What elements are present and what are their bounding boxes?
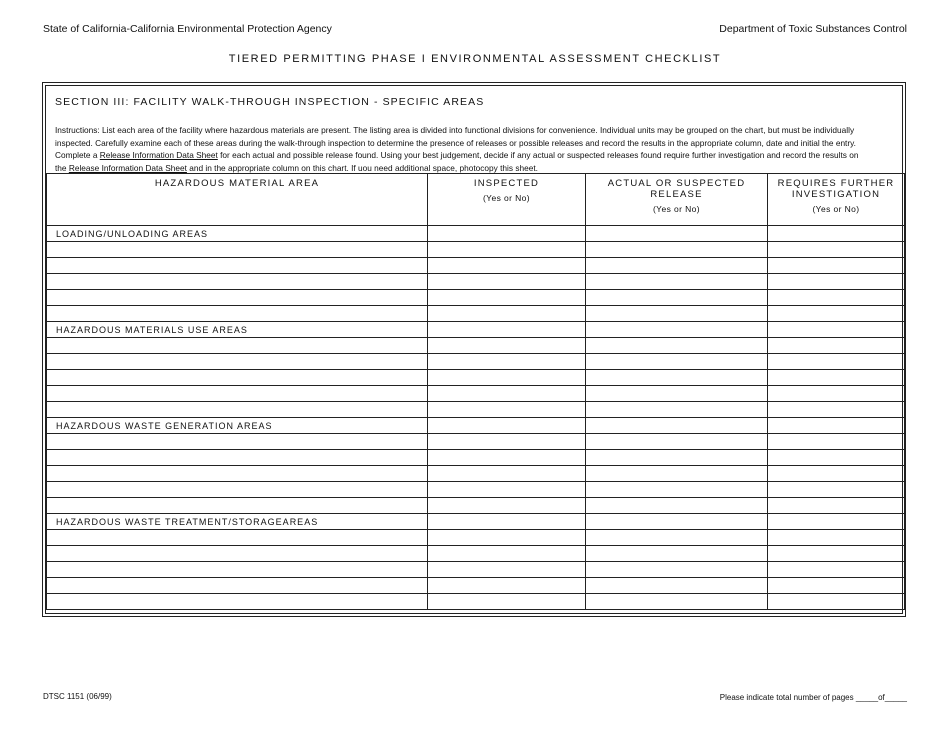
instructions [55,124,863,174]
area-entry-cell[interactable] [47,450,428,466]
entry-cell[interactable] [768,498,905,514]
entry-cell[interactable] [768,578,905,594]
department-name: Department of Toxic Substances Control [719,23,907,35]
entry-cell[interactable] [586,258,768,274]
area-entry-cell[interactable] [47,482,428,498]
entry-cell[interactable] [586,450,768,466]
entry-cell[interactable] [768,418,905,434]
section-label: HAZARDOUS WASTE GENERATION AREAS [47,418,428,434]
entry-cell[interactable] [768,386,905,402]
inspection-table [46,173,905,610]
table-row [47,306,905,322]
entry-cell[interactable] [768,562,905,578]
entry-cell[interactable] [428,242,586,258]
area-entry-cell[interactable] [47,242,428,258]
entry-cell[interactable] [428,418,586,434]
entry-cell[interactable] [428,514,586,530]
entry-cell[interactable] [768,354,905,370]
entry-cell[interactable] [586,530,768,546]
entry-cell[interactable] [768,274,905,290]
table-row [47,258,905,274]
entry-cell[interactable] [428,370,586,386]
entry-cell[interactable] [768,434,905,450]
table-row [47,290,905,306]
section-title: SECTION III: FACILITY WALK-THROUGH INSPECTION - SPECIFIC AREAS [55,96,485,108]
table-row [47,338,905,354]
table-row [47,466,905,482]
entry-cell[interactable] [428,354,586,370]
entry-cell[interactable] [586,370,768,386]
table-row [47,546,905,562]
entry-cell[interactable] [586,242,768,258]
area-entry-cell[interactable] [47,466,428,482]
entry-cell[interactable] [428,594,586,610]
entry-cell[interactable] [428,466,586,482]
table-row [47,370,905,386]
area-entry-cell[interactable] [47,578,428,594]
col-header-release: ACTUAL OR SUSPECTED RELEASE (Yes or No) [586,174,768,226]
entry-cell[interactable] [768,242,905,258]
entry-cell[interactable] [428,258,586,274]
section-row [47,226,905,242]
instructions-text-2: for each actual and possible release found. Using your best judgement, decide if any actual or suspected releases found require further investigation and record the results on the [55,150,859,173]
entry-cell[interactable] [428,306,586,322]
entry-cell[interactable] [768,514,905,530]
col-sub-investigation: (Yes or No) [812,204,860,214]
area-entry-cell[interactable] [47,594,428,610]
col-sub-inspected: (Yes or No) [482,193,531,203]
area-entry-cell[interactable] [47,370,428,386]
table-row [47,274,905,290]
entry-cell[interactable] [586,322,768,338]
entry-cell[interactable] [428,338,586,354]
entry-cell[interactable] [768,290,905,306]
entry-cell[interactable] [586,354,768,370]
area-entry-cell[interactable] [47,306,428,322]
table-row [47,594,905,610]
entry-cell[interactable] [768,402,905,418]
checklist-inner-frame [45,85,903,614]
entry-cell[interactable] [768,482,905,498]
table-row [47,450,905,466]
entry-cell[interactable] [768,546,905,562]
col-header-inspected: INSPECTED (Yes or No) [428,174,586,226]
col-header-area: HAZARDOUS MATERIAL AREA [47,174,428,226]
col-header-investigation: REQUIRES FURTHER INVESTIGATION (Yes or No) [768,174,905,226]
entry-cell[interactable] [768,594,905,610]
area-entry-cell[interactable] [47,354,428,370]
area-entry-cell[interactable] [47,386,428,402]
entry-cell[interactable] [586,434,768,450]
section-row [47,514,905,530]
release-info-sheet-link-1: Release Information Data Sheet [99,150,218,160]
release-info-sheet-link-2: Release Information Data Sheet [68,162,187,173]
area-entry-cell[interactable] [47,402,428,418]
instructions-text-1: Instructions: List each area of the facility where hazardous materials are present. The listing area is divided into functional divisions for convenience. Individual units may be grouped on the chart, but must be individually inspected. Carefully examine each of these areas during the walk-through inspection to determine the presence of releases or possible releases and record the results in the appropriate column, date and initial the entry. Complete a [55,125,856,160]
entry-cell[interactable] [428,530,586,546]
entry-cell[interactable] [586,338,768,354]
entry-cell[interactable] [428,546,586,562]
entry-cell[interactable] [586,386,768,402]
entry-cell[interactable] [768,450,905,466]
form-number: DTSC 1151 (06/99) [43,692,112,701]
entry-cell[interactable] [428,578,586,594]
entry-cell[interactable] [768,466,905,482]
entry-cell[interactable] [586,306,768,322]
agency-name: State of California-California Environmental Protection Agency [43,23,332,35]
entry-cell[interactable] [768,226,905,242]
entry-cell[interactable] [586,498,768,514]
entry-cell[interactable] [428,226,586,242]
entry-cell[interactable] [428,434,586,450]
entry-cell[interactable] [428,498,586,514]
table-header-row [47,174,905,226]
table-row [47,242,905,258]
table-row [47,434,905,450]
checklist-frame [42,82,906,617]
area-entry-cell[interactable] [47,498,428,514]
area-entry-cell[interactable] [47,530,428,546]
table-row [47,386,905,402]
table-row [47,402,905,418]
table-row [47,530,905,546]
section-label: HAZARDOUS WASTE TREATMENT/STORAGEAREAS [47,514,428,530]
area-entry-cell[interactable] [47,434,428,450]
entry-cell[interactable] [768,306,905,322]
entry-cell[interactable] [586,546,768,562]
area-entry-cell[interactable] [47,546,428,562]
table-row [47,482,905,498]
entry-cell[interactable] [586,482,768,498]
entry-cell[interactable] [768,322,905,338]
area-entry-cell[interactable] [47,258,428,274]
entry-cell[interactable] [586,562,768,578]
area-entry-cell[interactable] [47,274,428,290]
entry-cell[interactable] [586,290,768,306]
entry-cell[interactable] [768,530,905,546]
table-row [47,354,905,370]
form-title: TIERED PERMITTING PHASE I ENVIRONMENTAL ASSESSMENT CHECKLIST [228,53,722,65]
entry-cell[interactable] [586,466,768,482]
entry-cell[interactable] [586,402,768,418]
section-row [47,418,905,434]
entry-cell[interactable] [586,514,768,530]
entry-cell[interactable] [586,578,768,594]
entry-cell[interactable] [586,418,768,434]
entry-cell[interactable] [768,258,905,274]
entry-cell[interactable] [428,450,586,466]
entry-cell[interactable] [768,338,905,354]
section-row [47,322,905,338]
area-entry-cell[interactable] [47,338,428,354]
instructions-text-3: and in the appropriate column on this chart. If uou need additional space, photocopy this sheet. [186,162,538,173]
page-count-field[interactable]: Please indicate total number of pages _____of_____ [719,693,907,702]
entry-cell[interactable] [586,594,768,610]
table-row [47,498,905,514]
entry-cell[interactable] [428,562,586,578]
entry-cell[interactable] [428,274,586,290]
entry-cell[interactable] [428,322,586,338]
entry-cell[interactable] [768,370,905,386]
entry-cell[interactable] [428,386,586,402]
table-row [47,562,905,578]
area-entry-cell[interactable] [47,290,428,306]
area-entry-cell[interactable] [47,562,428,578]
section-label: HAZARDOUS MATERIALS USE AREAS [47,322,428,338]
table-row [47,578,905,594]
section-label: LOADING/UNLOADING AREAS [47,226,428,242]
entry-cell[interactable] [586,226,768,242]
col-sub-release: (Yes or No) [652,204,701,214]
entry-cell[interactable] [428,482,586,498]
entry-cell[interactable] [586,274,768,290]
entry-cell[interactable] [428,290,586,306]
entry-cell[interactable] [428,402,586,418]
